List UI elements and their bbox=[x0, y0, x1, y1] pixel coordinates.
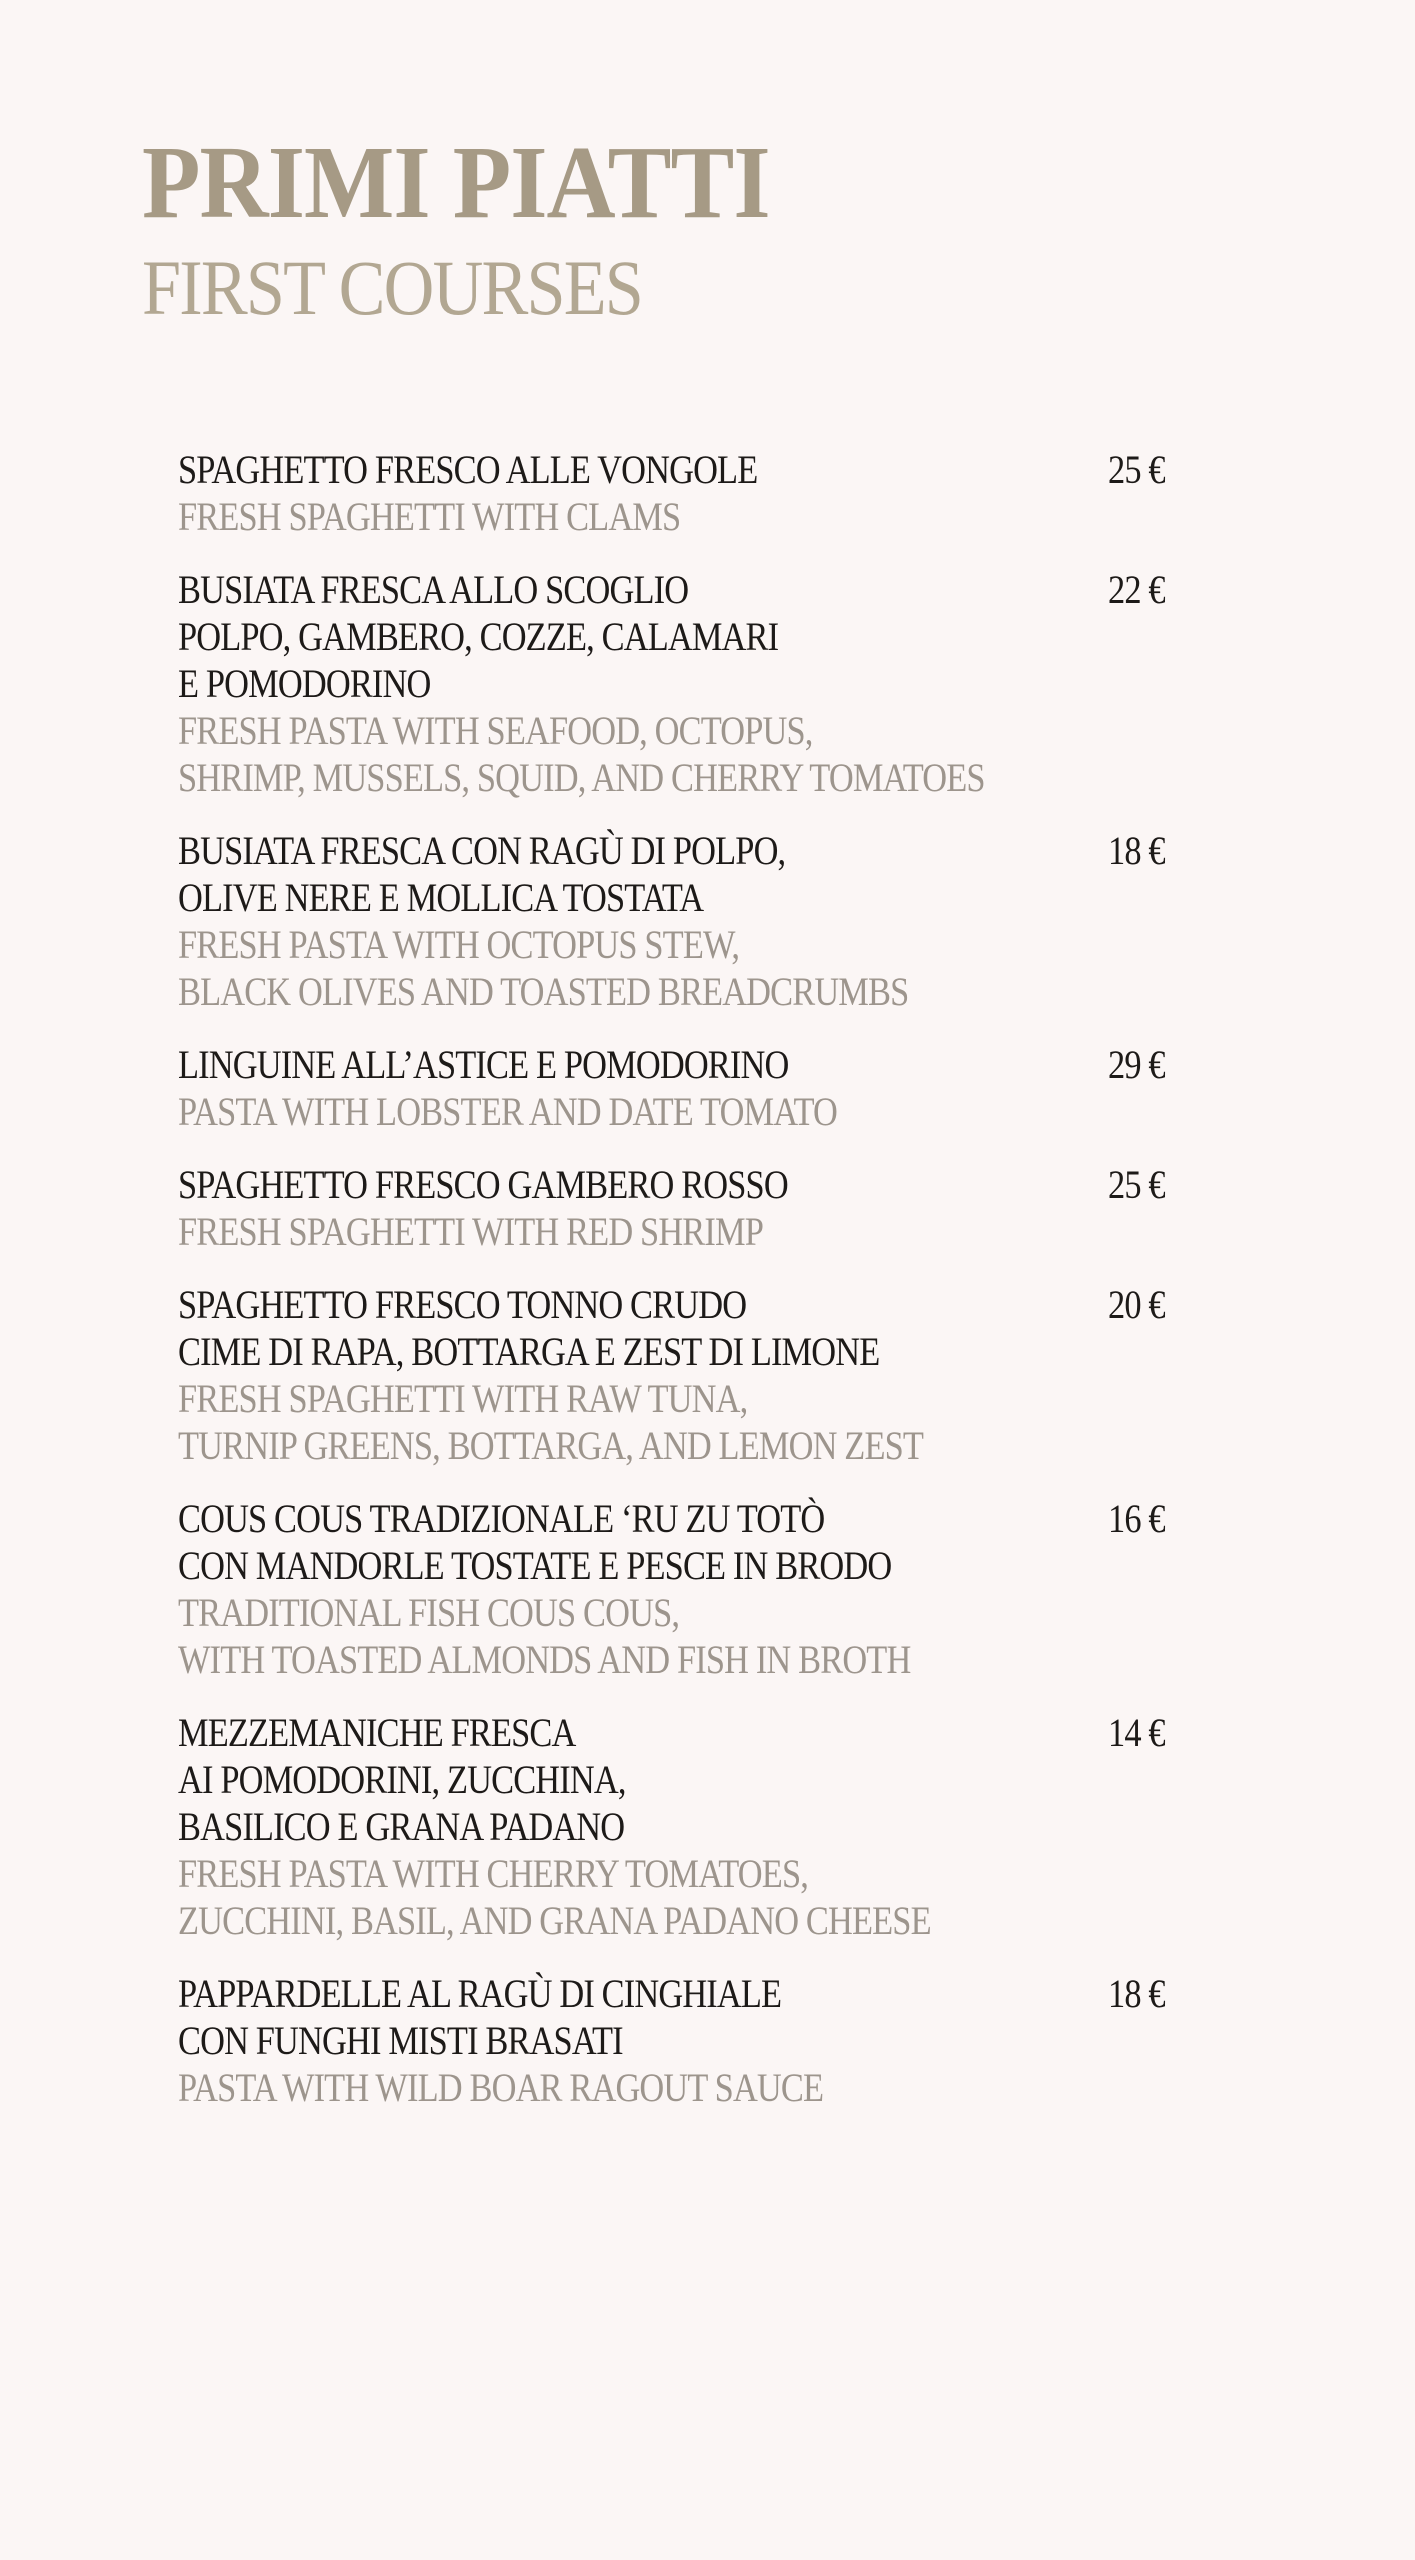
dish-description: SHRIMP, MUSSELS, SQUID, AND CHERRY TOMATOES bbox=[178, 755, 985, 800]
dish-price: 18 € bbox=[1108, 828, 1165, 873]
dish-name-line: E POMODORINO bbox=[178, 661, 431, 706]
dish-name: PAPPARDELLE AL RAGÙ DI CINGHIALE bbox=[178, 1971, 782, 2016]
dish-name: BUSIATA FRESCA CON RAGÙ DI POLPO, bbox=[178, 828, 786, 873]
dish-description: PASTA WITH WILD BOAR RAGOUT SAUCE bbox=[178, 2065, 824, 2110]
dish-name-line: OLIVE NERE E MOLLICA TOSTATA bbox=[178, 875, 704, 920]
dish-name: MEZZEMANICHE FRESCA bbox=[178, 1710, 576, 1755]
dish-name-line: CON FUNGHI MISTI BRASATI bbox=[178, 2018, 623, 2063]
menu-item bbox=[178, 1041, 1178, 1135]
menu-list bbox=[178, 420, 1178, 2111]
dish-price: 22 € bbox=[1108, 567, 1165, 612]
dish-description: FRESH PASTA WITH SEAFOOD, OCTOPUS, bbox=[178, 708, 813, 753]
dish-name-line: BASILICO E GRANA PADANO bbox=[178, 1804, 625, 1849]
menu-item bbox=[178, 1709, 1178, 1944]
dish-price: 20 € bbox=[1108, 1282, 1165, 1327]
dish-description: FRESH SPAGHETTI WITH RAW TUNA, bbox=[178, 1376, 748, 1421]
dish-description: BLACK OLIVES AND TOASTED BREADCRUMBS bbox=[178, 969, 909, 1014]
menu-item bbox=[178, 827, 1178, 1015]
dish-name-line: POLPO, GAMBERO, COZZE, CALAMARI bbox=[178, 614, 779, 659]
dish-price: 29 € bbox=[1108, 1042, 1165, 1087]
dish-description: FRESH PASTA WITH OCTOPUS STEW, bbox=[178, 922, 740, 967]
dish-name: LINGUINE ALL’ASTICE E POMODORINO bbox=[178, 1042, 789, 1087]
dish-description: TURNIP GREENS, BOTTARGA, AND LEMON ZEST bbox=[178, 1423, 924, 1468]
dish-price: 18 € bbox=[1108, 1971, 1165, 2016]
dish-description: FRESH PASTA WITH CHERRY TOMATOES, bbox=[178, 1851, 808, 1896]
dish-name: COUS COUS TRADIZIONALE ‘RU ZU TOTÒ bbox=[178, 1496, 825, 1541]
dish-description: FRESH SPAGHETTI WITH RED SHRIMP bbox=[178, 1209, 763, 1254]
dish-description: WITH TOASTED ALMONDS AND FISH IN BROTH bbox=[178, 1637, 911, 1682]
menu-header bbox=[142, 125, 1142, 336]
dish-description: ZUCCHINI, BASIL, AND GRANA PADANO CHEESE bbox=[178, 1898, 931, 1943]
page-title: PRIMI PIATTI bbox=[142, 125, 770, 240]
dish-name-line: AI POMODORINI, ZUCCHINA, bbox=[178, 1757, 626, 1802]
menu-item bbox=[178, 566, 1178, 801]
dish-price: 14 € bbox=[1108, 1710, 1165, 1755]
page-subtitle: FIRST COURSES bbox=[142, 244, 643, 331]
dish-name: SPAGHETTO FRESCO ALLE VONGOLE bbox=[178, 447, 758, 492]
dish-price: 16 € bbox=[1108, 1496, 1165, 1541]
menu-item bbox=[178, 446, 1178, 540]
dish-price: 25 € bbox=[1108, 447, 1165, 492]
dish-price: 25 € bbox=[1108, 1162, 1165, 1207]
menu-item bbox=[178, 1161, 1178, 1255]
dish-name-line: CIME DI RAPA, BOTTARGA E ZEST DI LIMONE bbox=[178, 1329, 880, 1374]
menu-item bbox=[178, 1970, 1178, 2111]
dish-description: FRESH SPAGHETTI WITH CLAMS bbox=[178, 494, 681, 539]
dish-description: TRADITIONAL FISH COUS COUS, bbox=[178, 1590, 680, 1635]
dish-name-line: CON MANDORLE TOSTATE E PESCE IN BRODO bbox=[178, 1543, 892, 1588]
dish-description: PASTA WITH LOBSTER AND DATE TOMATO bbox=[178, 1089, 837, 1134]
dish-name: BUSIATA FRESCA ALLO SCOGLIO bbox=[178, 567, 689, 612]
dish-name: SPAGHETTO FRESCO TONNO CRUDO bbox=[178, 1282, 747, 1327]
menu-item bbox=[178, 1495, 1178, 1683]
menu-item bbox=[178, 1281, 1178, 1469]
dish-name: SPAGHETTO FRESCO GAMBERO ROSSO bbox=[178, 1162, 788, 1207]
